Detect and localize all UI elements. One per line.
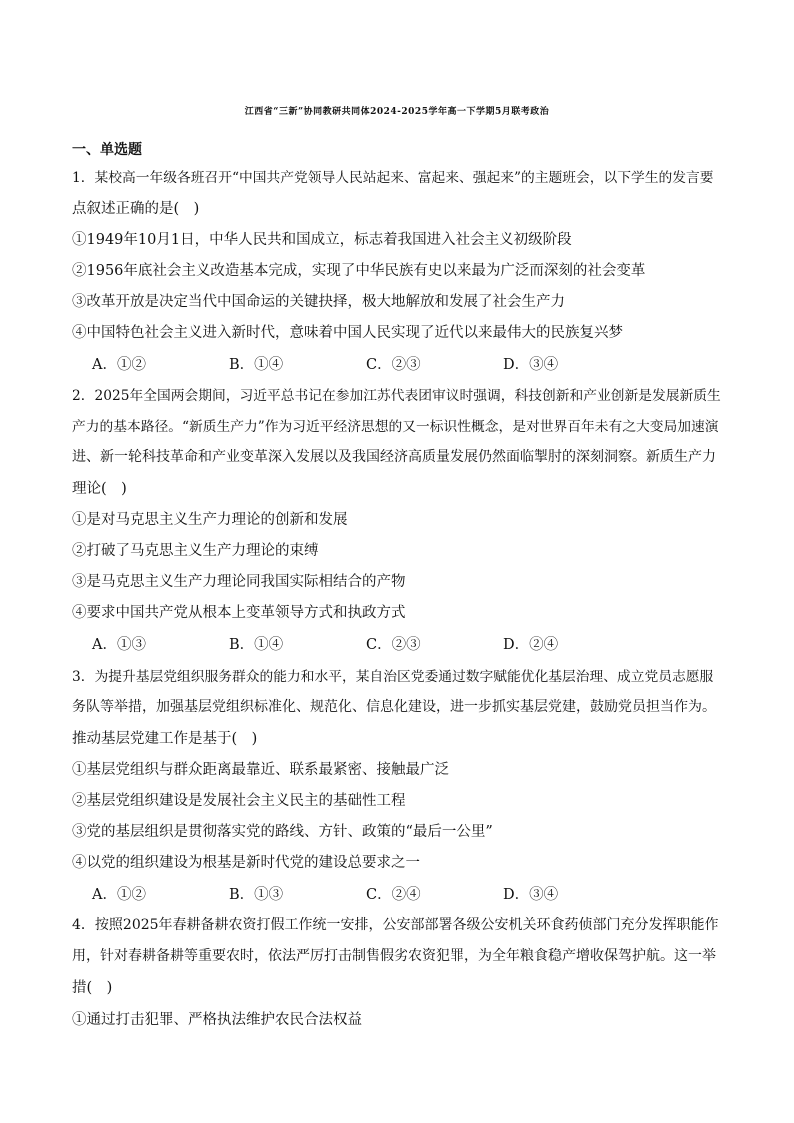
question-1-item-1: ①1949年10月1日，中华人民共和国成立，标志着我国进入社会主义初级阶段 xyxy=(72,232,572,248)
question-1-item-4: ④中国特色社会主义进入新时代，意味着中国人民实现了近代以来最伟大的民族复兴梦 xyxy=(72,325,623,341)
question-3-item-2: ②基层党组织建设是发展社会主义民主的基础性工程 xyxy=(72,793,406,809)
option-b: B．①③ xyxy=(229,887,284,903)
question-4-stem-line-2: 用，针对春耕备耕等重要农时，依法严厉打击制售假劣农资犯罪，为全年粮食稳产增收保驾护航。这一举 xyxy=(72,948,716,964)
option-d: D．③④ xyxy=(503,357,559,373)
question-3-stem-line-2: 务队等举措，加强基层党组织标准化、规范化、信息化建设，进一步抓实基层党建，鼓励党员担当作为。 xyxy=(72,699,716,715)
question-3-item-4: ④以党的组织建设为根基是新时代党的建设总要求之一 xyxy=(72,855,420,871)
option-c: C．②③ xyxy=(366,357,421,373)
option-b: B．①④ xyxy=(229,357,284,373)
page-title: 江西省“三新”协同教研共同体2024-2025学年高一下学期5月联考政治 xyxy=(244,107,550,117)
question-3-options xyxy=(92,883,640,904)
option-b: B．①④ xyxy=(229,637,284,653)
question-4-stem-line-1: 4．按照2025年春耕备耕农资打假工作统一安排，公安部部署各级公安机关环食药侦部门充分发挥职能作 xyxy=(72,917,719,933)
option-d: D．③④ xyxy=(503,887,559,903)
question-4-stem-line-3: 措( ) xyxy=(72,980,113,996)
question-2-item-1: ①是对马克思主义生产力理论的创新和发展 xyxy=(72,512,348,528)
option-d: D．②④ xyxy=(503,637,559,653)
question-2-item-2: ②打破了马克思主义生产力理论的束缚 xyxy=(72,543,319,559)
option-a: A．①② xyxy=(92,357,146,373)
question-1-stem-line-2: 点叙述正确的是( ) xyxy=(72,201,200,217)
question-2-stem-line-2: 产力的基本路径。“新质生产力”作为习近平经济思想的又一标识性概念，是对世界百年未有之大变局加速演 xyxy=(72,419,719,435)
question-4-item-1: ①通过打击犯罪、严格执法维护农民合法权益 xyxy=(72,1012,362,1028)
question-2-stem-line-1: 2．2025年全国两会期间，习近平总书记在参加江苏代表团审议时强调，科技创新和产业创新是发展新质生 xyxy=(72,388,721,404)
question-3-stem-line-1: 3．为提升基层党组织服务群众的能力和水平，某自治区党委通过数字赋能优化基层治理、成立党员志愿服 xyxy=(72,669,714,685)
question-2-stem-line-3: 进、新一轮科技革命和产业变革深入发展以及我国经济高质量发展仍然面临掣肘的深刻洞察。新质生产力 xyxy=(72,449,716,465)
option-a: A．①③ xyxy=(92,637,146,653)
option-c: C．②③ xyxy=(366,637,421,653)
question-2-item-3: ③是马克思主义生产力理论同我国实际相结合的产物 xyxy=(72,574,406,590)
question-1-item-2: ②1956年底社会主义改造基本完成，实现了中华民族有史以来最为广泛而深刻的社会变革 xyxy=(72,263,646,279)
section-heading: 一、单选题 xyxy=(72,142,142,158)
option-c: C．②④ xyxy=(366,887,421,903)
question-2-item-4: ④要求中国共产党从根本上变革领导方式和执政方式 xyxy=(72,605,406,621)
question-1-stem-line-1: 1．某校高一年级各班召开“中国共产党领导人民站起来、富起来、强起来”的主题班会，以下学生的发言要 xyxy=(72,170,714,186)
question-3-item-3: ③党的基层组织是贯彻落实党的路线、方针、政策的“最后一公里” xyxy=(72,824,493,840)
question-2-options xyxy=(92,633,640,654)
question-1-options xyxy=(92,353,640,374)
option-a: A．①② xyxy=(92,887,146,903)
question-3-item-1: ①基层党组织与群众距离最靠近、联系最紧密、接触最广泛 xyxy=(72,762,449,778)
question-3-stem-line-3: 推动基层党建工作是基于( ) xyxy=(72,731,258,747)
question-2-stem-line-4: 理论( ) xyxy=(72,481,127,497)
question-1-item-3: ③改革开放是决定当代中国命运的关键抉择，极大地解放和发展了社会生产力 xyxy=(72,294,565,310)
